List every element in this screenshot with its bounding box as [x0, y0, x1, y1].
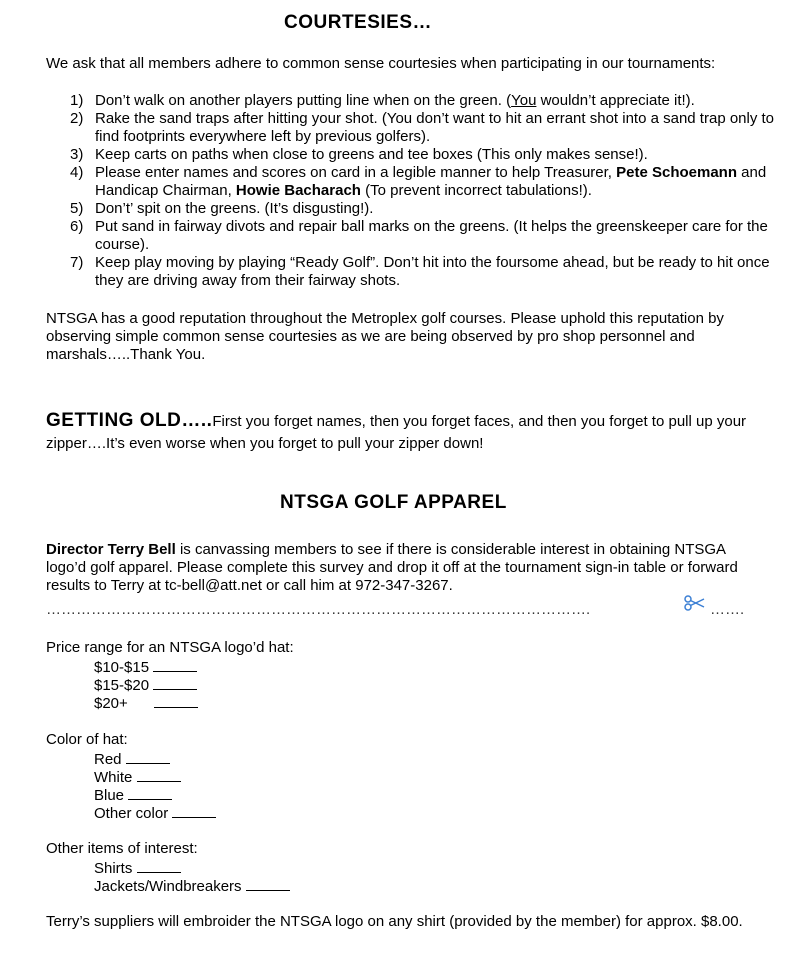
list-item: 2) Rake the sand traps after hitting your shot. (You don’t want to hit an errant shot into a sand trap only to find footprints everywhere left by previous golfers).: [70, 110, 775, 145]
color-option-blue: Blue: [94, 785, 172, 805]
other-option-jackets: Jackets/Windbreakers: [94, 876, 290, 896]
courtesies-list: [70, 92, 780, 290]
other-option-shirts: Shirts: [94, 858, 181, 878]
scissors-icon: [684, 595, 706, 611]
apparel-title: NTSGA GOLF APPAREL: [280, 492, 507, 513]
courtesies-title: COURTESIES…: [284, 12, 433, 33]
price-option-2: $15-$20: [94, 675, 197, 695]
getting-old-paragraph: [46, 410, 766, 455]
cut-line: ……………………………………………………………………………………………….: [46, 601, 591, 618]
list-item: 3) Keep carts on paths when close to greens and tee boxes (This only makes sense!).: [70, 146, 648, 163]
director-name: Director Terry Bell: [46, 541, 176, 558]
color-label: Color of hat:: [46, 731, 128, 748]
getting-old-text: First you forget names, then you forget faces, and then you forget to pull up your zipper….It’s even worse when you forget to pull your zipper down!: [46, 413, 747, 452]
cut-line-end: …….: [710, 601, 745, 618]
list-item: 6) Put sand in fairway divots and repair ball marks on the greens. (It helps the greenskeeper care for the course).: [70, 218, 768, 253]
courtesies-intro: We ask that all members adhere to common sense courtesies when participating in our tournaments:: [46, 55, 716, 72]
handicap-chairman-name: Howie Bacharach: [235, 182, 361, 199]
list-item: 7) Keep play moving by playing “Ready Golf”. Don’t hit into the foursome ahead, but be ready to hit once they are driving away from their fairway shots.: [70, 254, 770, 289]
courtesies-closing: NTSGA has a good reputation throughout the Metroplex golf courses. Please uphold this reputation by observing simple common sense courtesies as we are being observed by pro shop personnel and marshals…..Thank You.: [46, 310, 724, 363]
color-option-white: White: [94, 767, 181, 787]
color-option-red: Red: [94, 749, 170, 769]
getting-old-title: GETTING OLD…..: [46, 410, 213, 431]
list-item: 5) Don’t’ spit on the greens. (It’s disgusting!).: [70, 200, 374, 217]
list-item: 4) Please enter names and scores on card in a legible manner to help Treasurer, Pete Schoemann and Handicap Chairman, Howie Bacharach (To prevent incorrect tabulations!).: [70, 164, 767, 199]
apparel-footer: Terry’s suppliers will embroider the NTSGA logo on any shirt (provided by the member) for approx. $8.00.: [46, 913, 743, 930]
apparel-lead: Director Terry Bell is canvassing members to see if there is considerable interest in obtaining NTSGA logo’d golf apparel. Please complete this survey and drop it off at the tournament sign-in table or forward results to Terry at tc-bell@att.net or call him at 972-347-3267.: [46, 541, 738, 594]
other-items-label: Other items of interest:: [46, 840, 198, 857]
price-option-3: $20+: [94, 693, 198, 713]
price-option-1: $10-$15: [94, 657, 197, 677]
treasurer-name: Pete Schoemann: [616, 164, 738, 181]
color-option-other: Other color: [94, 803, 216, 823]
list-item: 1) Don’t walk on another players putting line when on the green. (You wouldn’t appreciate it!).: [70, 92, 695, 109]
price-label: Price range for an NTSGA logo’d hat:: [46, 639, 294, 656]
